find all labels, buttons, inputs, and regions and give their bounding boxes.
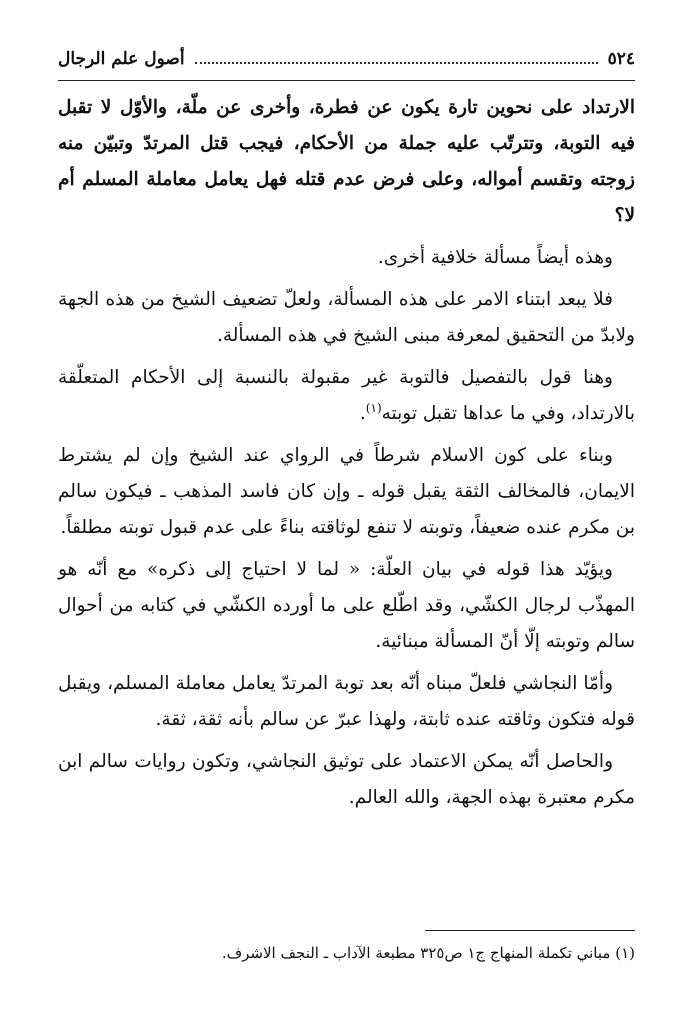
page-number: ٥٢٤ — [607, 49, 635, 69]
footnote-marker: (١) — [365, 400, 382, 415]
paragraph: والحاصل أنّه يمكن الاعتماد على توثيق النجاشي، وتكون روايات سالم ابن مكرم معتبرة بهذه الجهة، والله العالم. — [58, 751, 635, 808]
header-leader-dots — [195, 62, 598, 64]
paragraph: وأمّا النجاشي فلعلّ مبناه أنّه بعد توبة المرتدّ يعامل معاملة المسلم، ويقبل قوله فتكون وثاقته عنده ثابتة، ولهذا عبرّ عن سالم بأنه ثقة، ثقة. — [58, 673, 635, 730]
paragraph: ويؤيّد هذا قوله في بيان العلّة: « لما لا احتياج إلى ذكره» مع أنّه هو المهذّب لرجال الكشّي، وقد اطّلع على ما أورده الكشّي في كتابه من أحوال سالم وتوبته إلّا أنّ المسألة مبنائية. — [58, 559, 635, 652]
paragraph: وهذه أيضاً مسألة خلافية أخرى. — [377, 247, 613, 268]
page-body — [58, 90, 635, 822]
footnote: (١) مباني تكملة المنهاج ج١ ص٣٢٥ مطبعة الآداب ـ النجف الاشرف. — [221, 944, 635, 962]
paragraph-end-mark: . — [359, 403, 366, 424]
page-header — [58, 44, 635, 74]
paragraph: فلا يبعد ابتناء الامر على هذه المسألة، ولعلّ تضعيف الشيخ من هذه الجهة ولابدّ من التحقيق لمعرفة مبنى الشيخ في هذه المسألة. — [58, 289, 635, 346]
paragraph-text: وهنا قول بالتفصيل فالتوبة غير مقبولة بالنسبة إلى الأحكام المتعلّقة بالارتداد، وفي ما عداها تقبل توبته — [58, 367, 635, 424]
header-rule — [58, 80, 635, 81]
footnote-rule — [425, 930, 635, 931]
running-title: أصول علم الرجال — [58, 49, 185, 69]
paragraph: الارتداد على نحوين تارة يكون عن فطرة، وأخرى عن ملّة، والأوّل لا تقبل فيه التوبة، وتترتّب عليه جملة من الأحكام، فيجب قتل المرتدّ وتبيّن منه زوجته وتقسم أمواله، وعلى فرض عدم قتله فهل يعامل معاملة المسلم أم لا؟ — [58, 97, 635, 226]
paragraph: وبناء على كون الاسلام شرطاً في الرواي عند الشيخ وإن لم يشترط الايمان، فالمخالف الثقة يقبل قوله ـ وإن كان فاسد المذهب ـ فيكون سالم بن مكرم عنده ضعيفاً، وتوبته لا تنفع لوثاقته بناءً على عدم قبول توبته مطلقاً. — [58, 445, 635, 538]
paragraph — [58, 360, 635, 432]
